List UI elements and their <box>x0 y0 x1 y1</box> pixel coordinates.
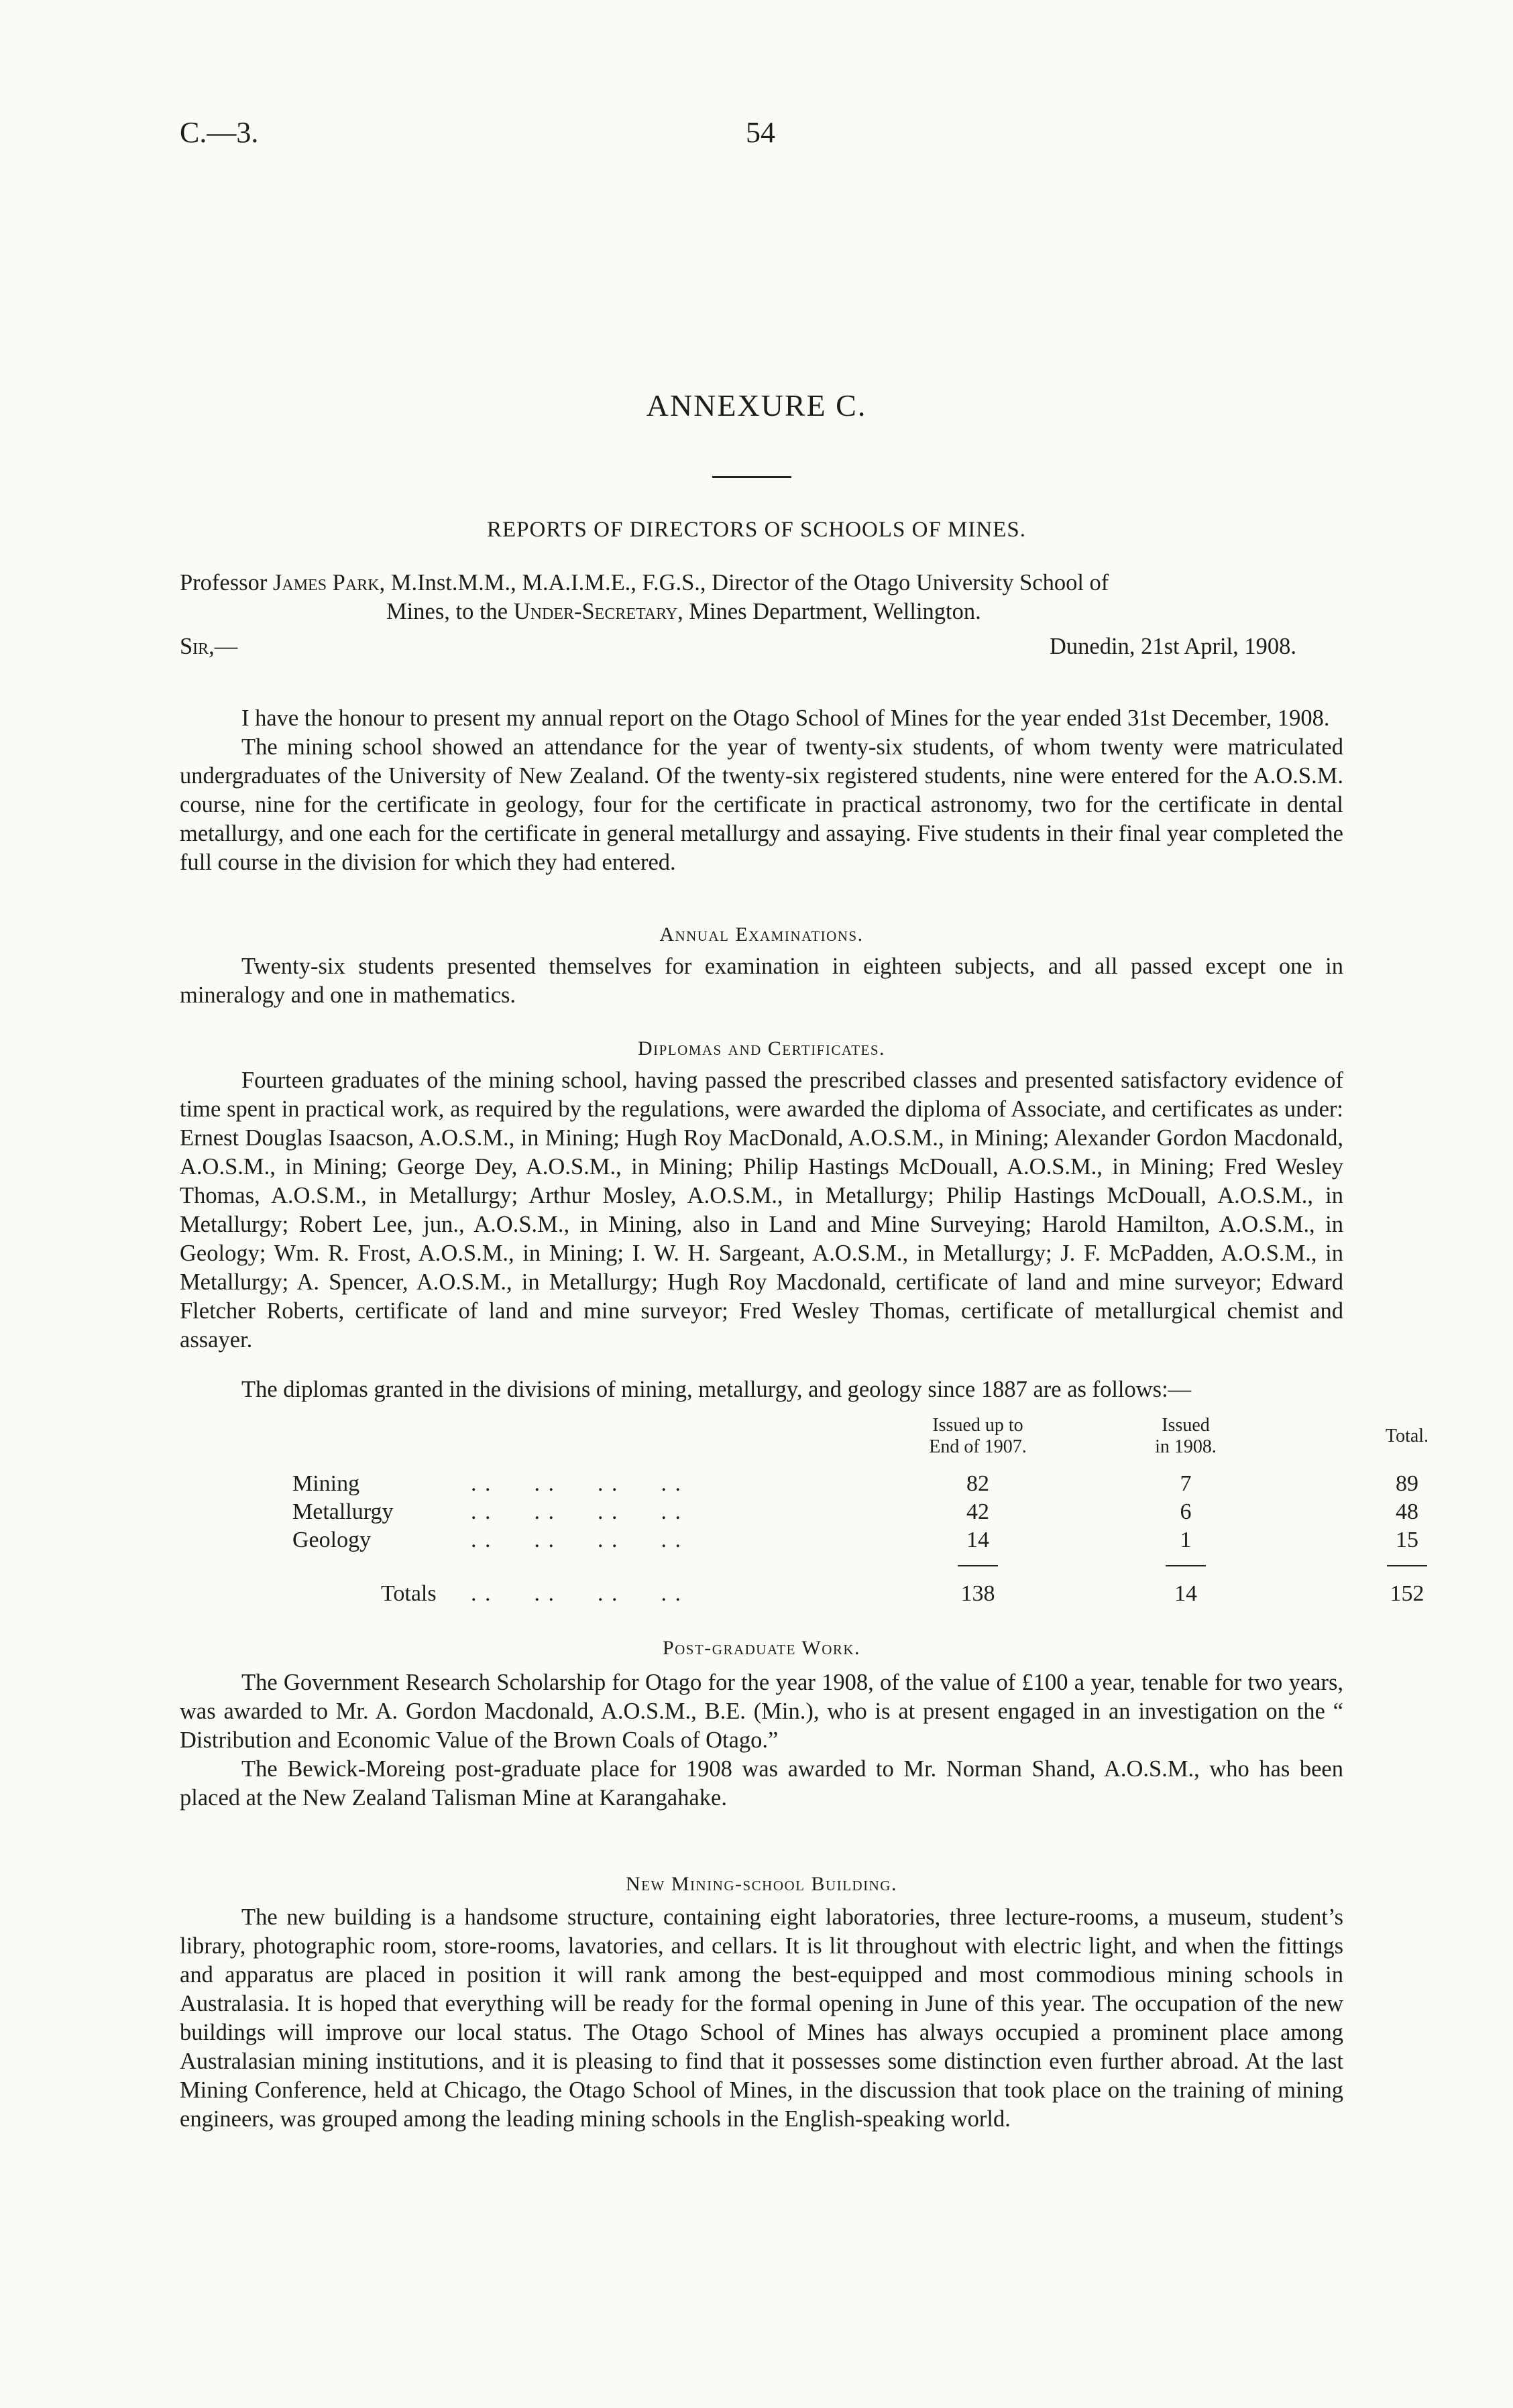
issued-1908-value: 7 <box>1180 1471 1192 1496</box>
annual-examinations-heading: Annual Examinations. <box>659 923 864 945</box>
dateline: Dunedin, 21st April, 1908. <box>1050 634 1296 659</box>
intro-paragraph: I have the honour to present my annual report on the Otago School of Mines for the year ended 31st December, 1908. <box>241 705 1330 731</box>
column-header-line: Issued up to <box>932 1415 1023 1436</box>
recipient: Under-Secretary <box>513 599 678 624</box>
address-prefix: Professor <box>180 570 268 595</box>
table-row <box>180 1471 1418 1499</box>
new-building-section <box>180 1903 1343 2134</box>
dot-leader: . . . . . . . . <box>471 1581 682 1606</box>
sum-rule <box>958 1565 998 1566</box>
annual-examinations-text: Twenty-six students presented themselves for examination in eighteen subjects, and all passed except one in mineralogy and one in mathematics. <box>180 954 1343 1008</box>
document-reference: C.—3. <box>180 116 259 149</box>
salutation-line <box>180 632 1343 661</box>
postgraduate-heading: Post-graduate Work. <box>662 1637 861 1659</box>
diplomas-section <box>180 1066 1343 1355</box>
total-issued-to-1907: 138 <box>960 1581 995 1606</box>
dot-leader: . . . . . . . . <box>471 1528 682 1552</box>
diplomas-heading: Diplomas and Certificates. <box>637 1037 886 1059</box>
column-header-total: Total. <box>1385 1426 1429 1446</box>
issued-to-1907-value: 14 <box>966 1528 989 1552</box>
row-label: Geology <box>292 1528 372 1552</box>
table-row <box>180 1499 1418 1528</box>
new-building-text: The new building is a handsome structure, containing eight laboratories, three lecture-rooms, a museum, student’s library, photographic room, store-rooms, lavatories, and cellars. It is lit throughout with electric light, and when the fittings and apparatus are placed in position it will rank among the best-equipped and most commodious mining schools in Australasia. It is hoped that everything will be ready for the formal opening in June of this year. The occupation of the new buildings will improve our local status. The Otago School of Mines has always occupied a prominent place among Australasian mining institutions, and it is pleasing to find that it possesses some distinction even further abroad. At the last Mining Conference, held at Chicago, the Otago School of Mines, in the discussion that took place on the training of mining engineers, was grouped among the leading mining schools in the English-speaking world. <box>180 1904 1343 2132</box>
dot-leader: . . . . . . . . <box>471 1471 682 1496</box>
postgraduate-section <box>180 1668 1343 1813</box>
column-header-line: in 1908. <box>1155 1436 1217 1457</box>
table-intro: The diplomas granted in the divisions of mining, metallurgy, and geology since 1887 are as follows:— <box>241 1377 1192 1402</box>
column-header-issued-to-1907 <box>911 1415 1045 1458</box>
column-header-line: End of 1907. <box>929 1436 1027 1457</box>
address-line2-prefix: Mines, to the <box>386 599 508 624</box>
total-issued-1908: 14 <box>1174 1581 1197 1606</box>
sum-rule <box>1387 1565 1427 1566</box>
title-rule <box>712 476 791 478</box>
grand-total: 152 <box>1390 1581 1424 1606</box>
address-line2-suffix: , Mines Department, Wellington. <box>677 599 981 624</box>
postgraduate-paragraph: The Government Research Scholarship for Otago for the year 1908, of the value of £100 a year, tenable for two years, was awarded to Mr. A. Gordon Macdonald, A.O.S.M., B.E. (Min.), who is at present engaged in an investigation on the “ Distribution and Economic Value of the Brown Coals of Otago.” <box>180 1670 1343 1753</box>
new-building-heading: New Mining-school Building. <box>626 1873 897 1895</box>
total-value: 48 <box>1396 1499 1418 1524</box>
annual-examinations-section <box>180 952 1343 1010</box>
address-line-2 <box>386 597 1343 626</box>
total-value: 15 <box>1396 1528 1418 1552</box>
salutation: Sir,— <box>180 634 238 659</box>
row-label: Mining <box>292 1471 360 1496</box>
column-header-issued-1908 <box>1132 1415 1239 1458</box>
address-rest: , M.Inst.M.M., M.A.I.M.E., F.G.S., Director of the Otago University School of <box>379 570 1109 595</box>
issued-1908-value: 1 <box>1180 1528 1192 1552</box>
table-row <box>180 1528 1418 1556</box>
diplomas-text: Fourteen graduates of the mining school, having passed the prescribed classes and presented satisfactory evidence of time spent in practical work, as required by the regulations, were awarded the diploma of Associate, and certificates as under: Ernest Douglas Isaacson, A.O.S.M., in Mining; Hugh Roy MacDonald, A.O.S.M., in Mining; Alexander Gordon Macdonald, A.O.S.M., in Mining; George Dey, A.O.S.M., in Mining; Philip Hastings McDouall, A.O.S.M., in Mining; Fred Wesley Thomas, A.O.S.M., in Metallurgy; Arthur Mosley, A.O.S.M., in Metallurgy; Philip Hastings McDouall, A.O.S.M., in Metallurgy; Robert Lee, jun., A.O.S.M., in Mining, also in Land and Mine Surveying; Harold Hamilton, A.O.S.M., in Geology; Wm. R. Frost, A.O.S.M., in Mining; I. W. H. Sargeant, A.O.S.M., in Metallurgy; J. F. McPadden, A.O.S.M., in Metallurgy; A. Spencer, A.O.S.M., in Metallurgy; Hugh Roy Macdonald, certificate of land and mine surveyor; Edward Fletcher Roberts, certificate of land and mine surveyor; Fred Wesley Thomas, certificate of metallurgical chemist and assayer. <box>180 1068 1343 1353</box>
dot-leader: . . . . . . . . <box>471 1499 682 1524</box>
sum-rule <box>1166 1565 1206 1566</box>
issued-to-1907-value: 42 <box>966 1499 989 1524</box>
author-name: James Park <box>272 570 380 595</box>
intro-section <box>180 704 1343 877</box>
total-value: 89 <box>1396 1471 1418 1496</box>
intro-paragraph: The mining school showed an attendance for the year of twenty-six students, of whom twenty were matriculated undergraduates of the University of New Zealand. Of the twenty-six registered students, nine were entered for the A.O.S.M. course, nine for the certificate in geology, four for the certificate in practical astronomy, two for the certificate in dental metallurgy, and one each for the certificate in general metallurgy and assaying. Five students in their final year completed the full course in the division for which they had entered. <box>180 734 1343 875</box>
column-header-line: Issued <box>1162 1415 1210 1436</box>
issued-1908-value: 6 <box>1180 1499 1192 1524</box>
totals-label: Totals <box>381 1581 437 1606</box>
postgraduate-paragraph: The Bewick-Moreing post-graduate place for 1908 was awarded to Mr. Norman Shand, A.O.S.M., who has been placed at the New Zealand Talisman Mine at Karangahake. <box>180 1756 1343 1811</box>
address-line-1 <box>180 569 1343 597</box>
issued-to-1907-value: 82 <box>966 1471 989 1496</box>
annexure-title: ANNEXURE C. <box>646 388 867 422</box>
table-totals-row <box>180 1581 1424 1609</box>
page-number: 54 <box>746 116 775 149</box>
reports-heading: REPORTS OF DIRECTORS OF SCHOOLS OF MINES. <box>487 518 1026 542</box>
row-label: Metallurgy <box>292 1499 394 1524</box>
